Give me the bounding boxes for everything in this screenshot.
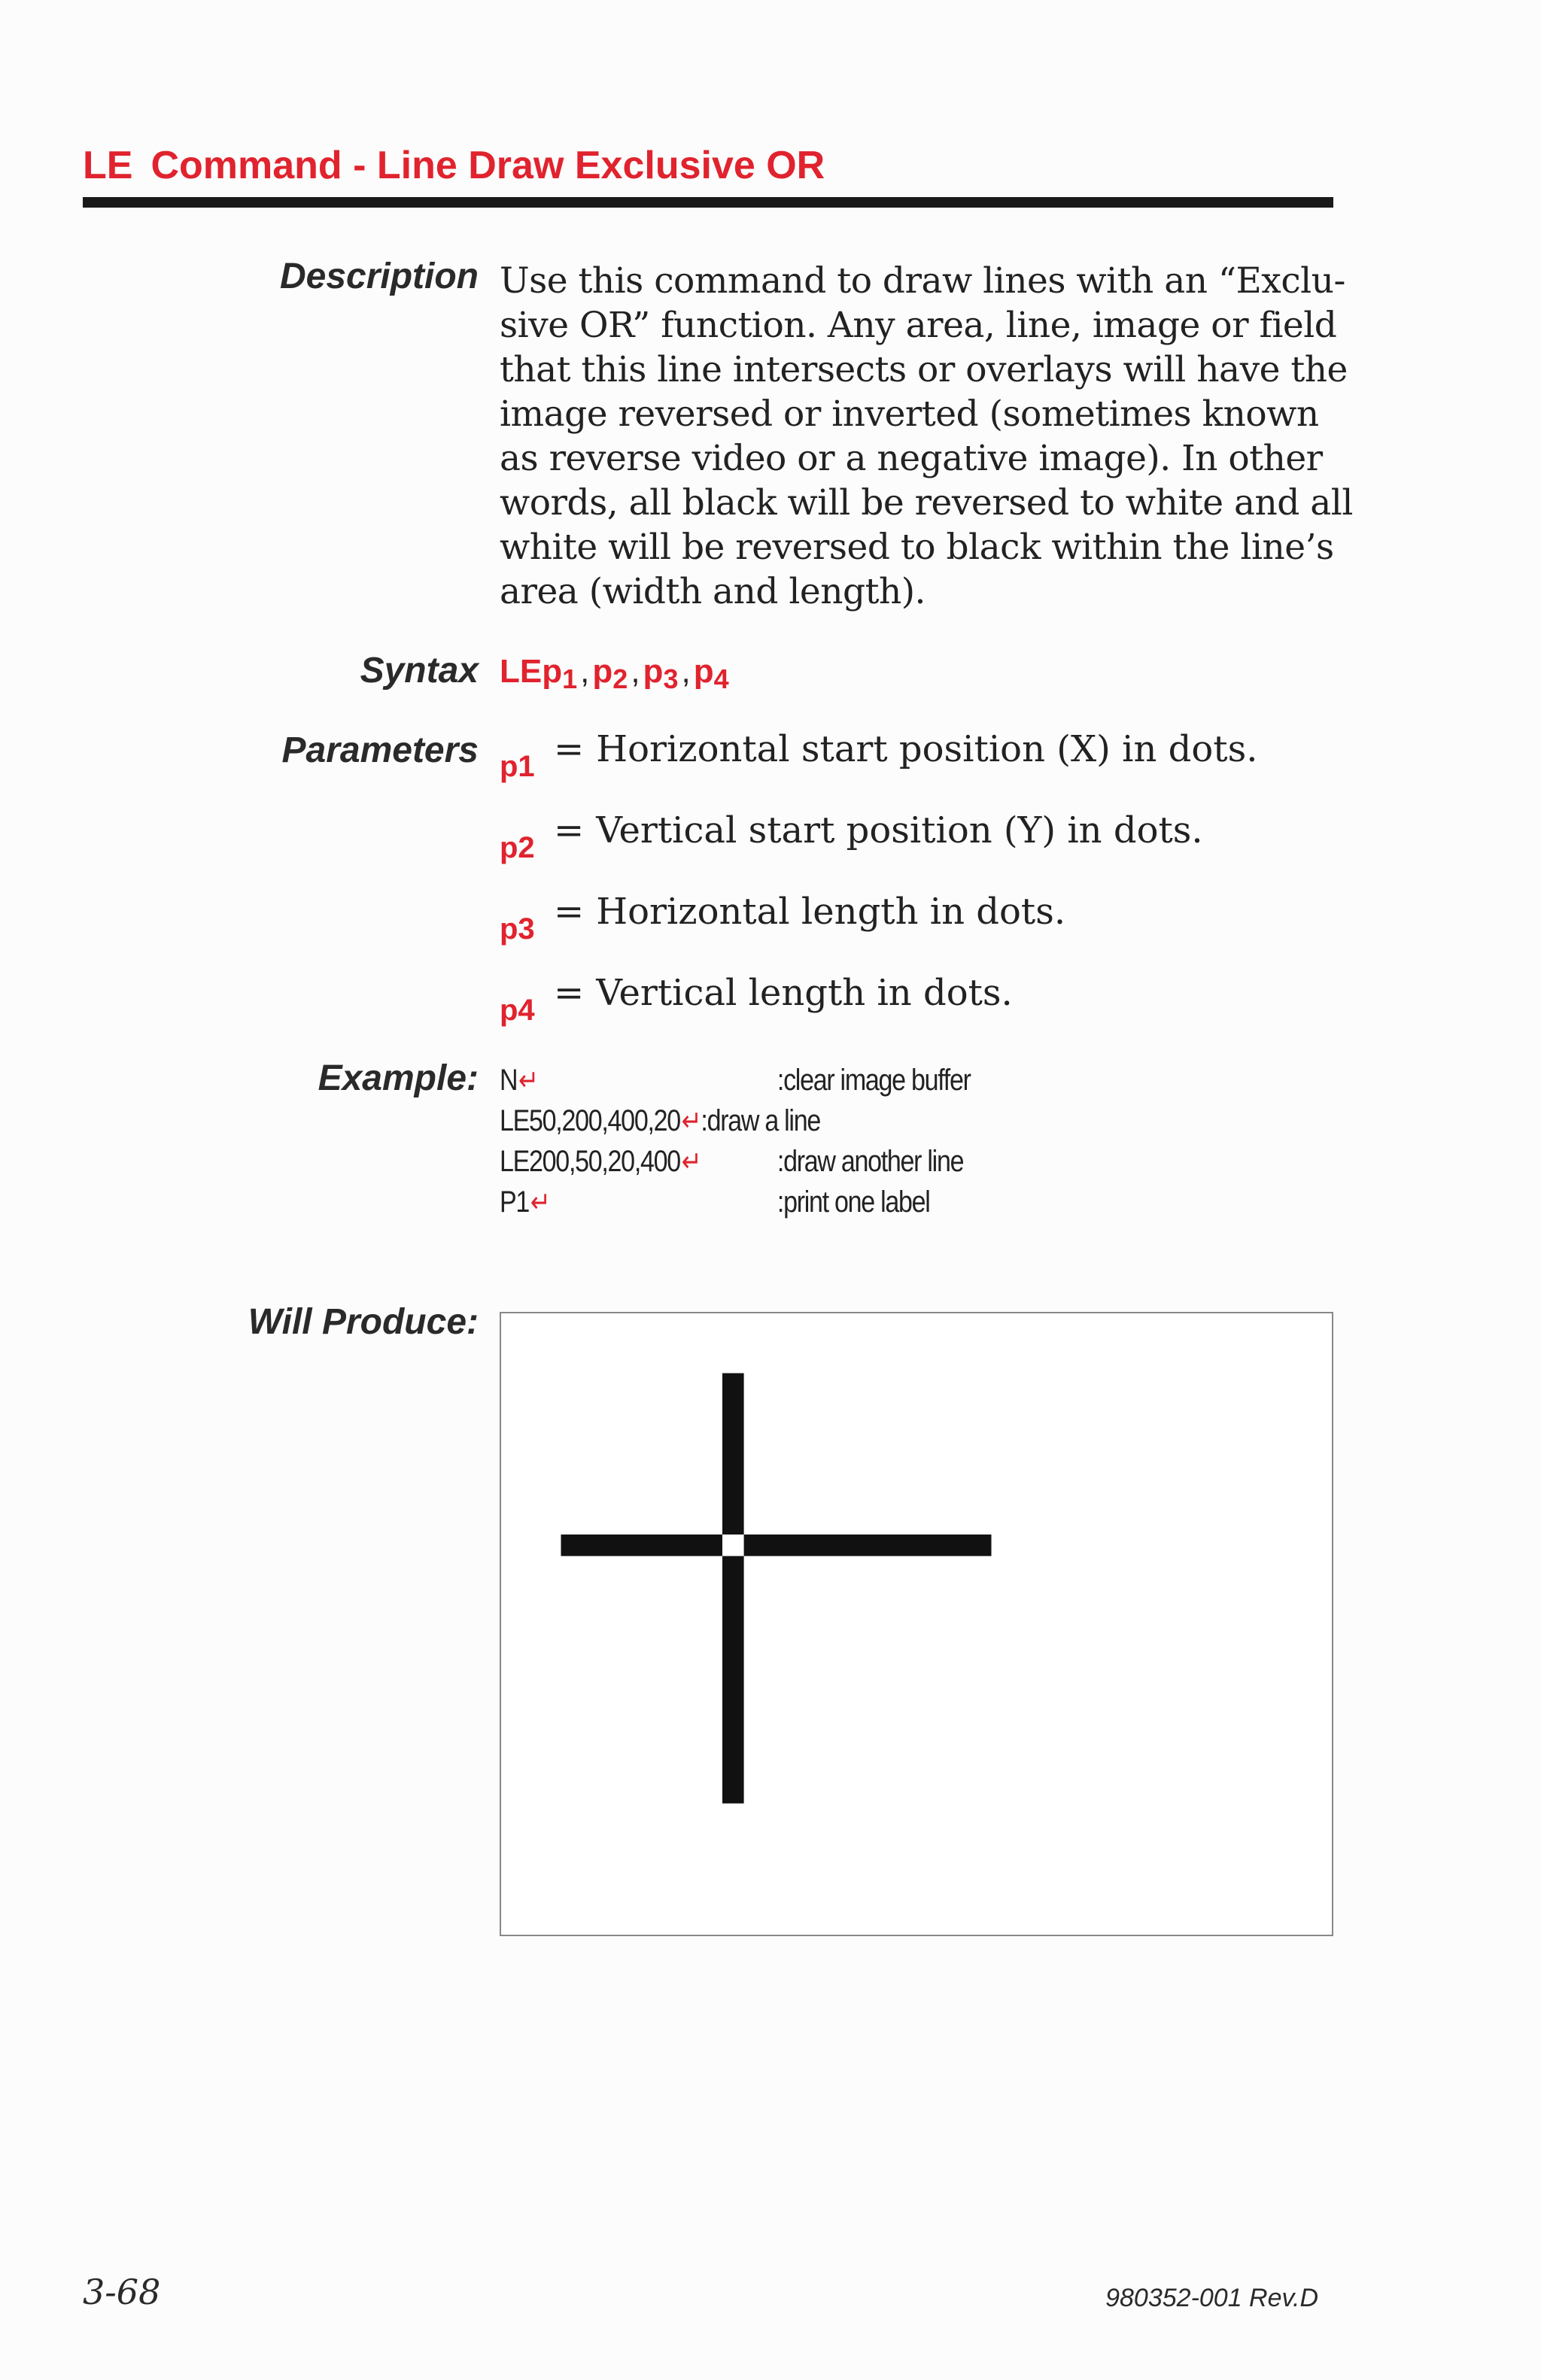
parameter-name: p2 <box>500 831 535 864</box>
syntax-separator: , <box>681 653 691 690</box>
description-label: Description <box>279 257 479 296</box>
description-line: white will be reversed to black within the line’s <box>500 527 1334 568</box>
return-icon: ↵ <box>530 1187 550 1219</box>
syntax-separator: , <box>580 653 590 690</box>
parameter-equals: = <box>554 972 585 1014</box>
description-line: words, all black will be reversed to white and all <box>500 482 1353 524</box>
return-icon: ↵ <box>518 1065 538 1097</box>
parameter-row <box>500 891 1065 951</box>
example-comment: :print one label <box>777 1185 930 1219</box>
parameter-description: Vertical length in dots. <box>596 972 1013 1014</box>
syntax-subscript-1: 1 <box>562 663 578 694</box>
parameter-name: p3 <box>500 912 535 946</box>
parameter-row <box>500 809 1203 870</box>
syntax-param-4: p <box>693 653 714 690</box>
label-preview-box <box>500 1312 1333 1936</box>
syntax-line <box>500 653 729 706</box>
example-line <box>500 1145 964 1185</box>
parameter-row <box>500 972 1013 1032</box>
description-line: sive OR” function. Any area, line, image or field <box>500 305 1337 346</box>
parameter-equals: = <box>554 728 585 770</box>
parameter-description: Vertical start position (Y) in dots. <box>596 809 1203 852</box>
syntax-param-1: p <box>542 653 563 690</box>
example-line <box>500 1064 971 1104</box>
syntax-param-3: p <box>643 653 664 690</box>
example-line <box>500 1185 930 1226</box>
page-title <box>83 135 825 196</box>
syntax-param-2: p <box>592 653 613 690</box>
example-label: Example: <box>318 1058 479 1098</box>
parameter-name: p1 <box>500 750 535 783</box>
syntax-command: LE <box>500 653 543 690</box>
title-divider <box>83 197 1333 208</box>
syntax-label: Syntax <box>360 651 479 691</box>
xor-lines <box>561 1374 992 1804</box>
syntax-subscript-3: 3 <box>663 663 679 694</box>
return-icon: ↵ <box>681 1106 701 1137</box>
example-comment: :clear image buffer <box>777 1064 971 1097</box>
example-command: LE50,200,400,20 <box>500 1104 680 1137</box>
description-line: Use this command to draw lines with an “Exclu- <box>500 260 1345 302</box>
example-comment: :draw another line <box>777 1145 964 1178</box>
description-line: as reverse video or a negative image). In other <box>500 438 1323 479</box>
label-preview <box>501 1313 1332 1935</box>
example-line <box>500 1104 820 1145</box>
parameter-equals: = <box>554 809 585 852</box>
syntax-separator: , <box>631 653 640 690</box>
xor-line-shape <box>561 1374 992 1804</box>
example-command: P1 <box>500 1185 530 1219</box>
syntax-subscript-4: 4 <box>713 663 729 694</box>
example-command: N <box>500 1064 518 1097</box>
page-number: 3-68 <box>83 2272 161 2312</box>
example-command: LE200,50,20,400 <box>500 1145 680 1178</box>
document-id: 980352-001 Rev.D <box>1105 2284 1318 2312</box>
command-title: Command - Line Draw Exclusive OR <box>150 144 825 187</box>
example-comment: :draw a line <box>701 1104 820 1137</box>
parameters-label: Parameters <box>281 730 479 770</box>
description-line: that this line intersects or overlays will have the <box>500 349 1348 390</box>
return-icon: ↵ <box>681 1146 701 1178</box>
command-code: LE <box>83 144 133 187</box>
will-produce-label: Will Produce: <box>248 1302 479 1342</box>
parameter-description: Horizontal start position (X) in dots. <box>596 728 1258 770</box>
description-text <box>500 259 1353 614</box>
syntax-subscript-2: 2 <box>612 663 628 694</box>
parameter-row <box>500 728 1257 788</box>
description-line: image reversed or inverted (sometimes known <box>500 393 1319 435</box>
description-line: area (width and length). <box>500 571 926 612</box>
parameter-name: p4 <box>500 994 535 1027</box>
parameter-description: Horizontal length in dots. <box>596 891 1066 933</box>
parameter-equals: = <box>554 891 585 933</box>
